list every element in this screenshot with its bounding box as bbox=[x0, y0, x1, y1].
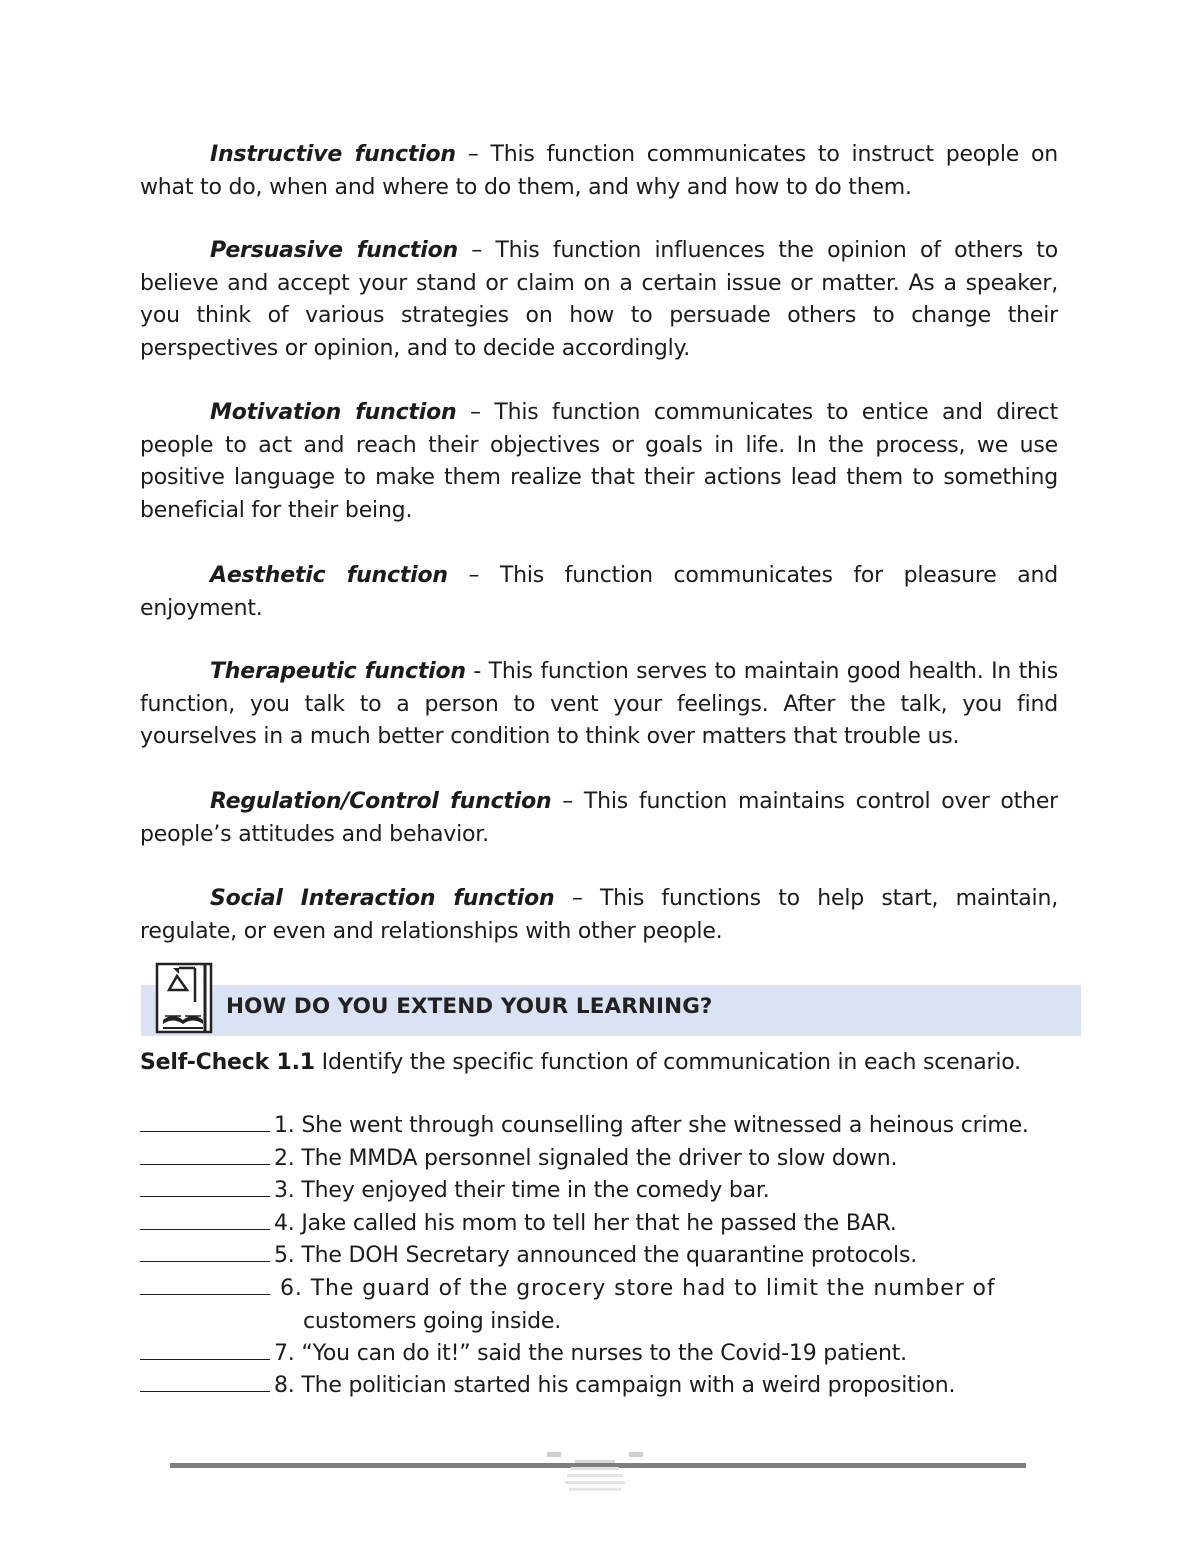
item-text-continued: customers going inside. bbox=[303, 1308, 562, 1334]
paragraph-aesthetic bbox=[140, 560, 1058, 625]
item-text: The DOH Secretary announced the quarantine protocols. bbox=[301, 1243, 918, 1268]
item-text: The guard of the grocery store had to limit the number of bbox=[310, 1276, 996, 1301]
list-item bbox=[140, 1175, 1070, 1208]
paragraph-text: – This function influences the opinion of others to believe and accept your stand or claim on a certain issue or matter. As a speaker, you think of various strategies on how to persuade others to change their perspectives or opinion, and to decide accordingly. bbox=[140, 238, 1058, 361]
self-check-label: Self-Check 1.1 bbox=[140, 1050, 315, 1075]
item-number: 3. bbox=[274, 1178, 295, 1203]
term-label: Therapeutic function bbox=[210, 659, 466, 684]
footer-logo bbox=[545, 1448, 645, 1498]
item-text: They enjoyed their time in the comedy bar. bbox=[301, 1178, 770, 1203]
paragraph-text: - This function serves to maintain good health. In this function, you talk to a person to vent your feelings. After the talk, you find yourselves in a much better condition to think over matters that trouble us. bbox=[140, 659, 1058, 749]
term-label: Aesthetic function bbox=[210, 563, 448, 588]
list-item bbox=[140, 1143, 1070, 1176]
item-number: 4. bbox=[274, 1211, 295, 1236]
list-item bbox=[140, 1240, 1070, 1273]
item-text: “You can do it!” said the nurses to the Covid-19 patient. bbox=[301, 1341, 907, 1366]
paragraph-regulation bbox=[140, 786, 1058, 851]
term-label: Regulation/Control function bbox=[210, 789, 552, 814]
item-number: 6. bbox=[280, 1276, 303, 1301]
term-label: Persuasive function bbox=[210, 238, 458, 263]
item-text: She went through counselling after she witnessed a heinous crime. bbox=[301, 1113, 1029, 1138]
lamp-book-icon bbox=[155, 962, 213, 1034]
term-label: Instructive function bbox=[210, 142, 456, 167]
answer-blank[interactable] bbox=[140, 1274, 270, 1295]
list-item bbox=[140, 1208, 1070, 1241]
list-item bbox=[140, 1338, 1070, 1371]
list-item bbox=[140, 1370, 1070, 1403]
answer-blank[interactable] bbox=[140, 1339, 270, 1360]
answer-blank[interactable] bbox=[140, 1176, 270, 1197]
self-check-instruction bbox=[140, 1047, 1070, 1079]
term-label: Social Interaction function bbox=[210, 886, 555, 911]
term-label: Motivation function bbox=[210, 400, 457, 425]
item-text: Jake called his mom to tell her that he passed the BAR. bbox=[301, 1211, 897, 1236]
self-check-text: Identify the specific function of communication in each scenario. bbox=[314, 1050, 1021, 1075]
answer-blank[interactable] bbox=[140, 1111, 270, 1132]
paragraph-text: – This function communicates for pleasure and enjoyment. bbox=[140, 563, 1058, 621]
paragraph-therapeutic bbox=[140, 656, 1058, 754]
paragraph-instructive bbox=[140, 139, 1058, 204]
paragraph-text: – This functions to help start, maintain, regulate, or even and relationships with other people. bbox=[140, 886, 1058, 944]
banner-title: HOW DO YOU EXTEND YOUR LEARNING? bbox=[226, 994, 713, 1019]
item-number: 8. bbox=[274, 1373, 295, 1398]
list-item bbox=[140, 1273, 1070, 1338]
paragraph-persuasive bbox=[140, 235, 1058, 365]
item-number: 5. bbox=[274, 1243, 295, 1268]
item-number: 2. bbox=[274, 1146, 295, 1171]
item-number: 1. bbox=[274, 1113, 295, 1138]
paragraph-motivation bbox=[140, 397, 1058, 527]
paragraph-text: – This function maintains control over other people’s attitudes and behavior. bbox=[140, 789, 1058, 847]
answer-blank[interactable] bbox=[140, 1209, 270, 1230]
item-text: The MMDA personnel signaled the driver to slow down. bbox=[301, 1146, 898, 1171]
item-number: 7. bbox=[274, 1341, 295, 1366]
paragraph-text: – This function communicates to entice and direct people to act and reach their objectives or goals in life. In the process, we use positive language to make them realize that their actions lead them to something beneficial for their being. bbox=[140, 400, 1059, 523]
item-text: The politician started his campaign with a weird proposition. bbox=[301, 1373, 956, 1398]
answer-blank[interactable] bbox=[140, 1371, 270, 1392]
answer-blank[interactable] bbox=[140, 1241, 270, 1262]
paragraph-text: – This function communicates to instruct people on what to do, when and where to do them, and why and how to do them. bbox=[140, 142, 1058, 200]
list-item bbox=[140, 1110, 1070, 1143]
answer-blank[interactable] bbox=[140, 1144, 270, 1165]
paragraph-social-interaction bbox=[140, 883, 1058, 948]
